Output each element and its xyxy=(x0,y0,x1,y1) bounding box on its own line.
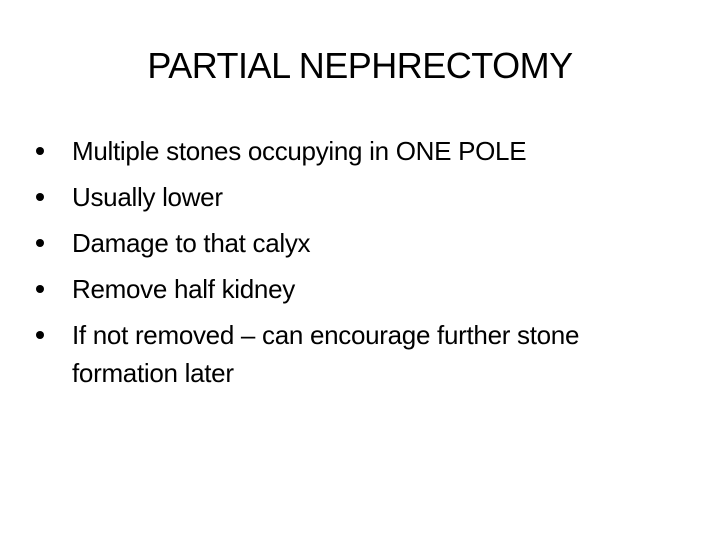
bullet-dot-icon xyxy=(36,331,44,339)
bullet-dot-icon xyxy=(36,147,44,155)
bullet-item xyxy=(36,224,686,262)
bullet-item xyxy=(36,178,686,216)
bullet-dot-icon xyxy=(36,239,44,247)
bullet-dot-icon xyxy=(36,285,44,293)
bullet-item xyxy=(36,132,686,170)
slide-title: PARTIAL NEPHRECTOMY xyxy=(147,45,573,86)
bullet-text: Usually lower xyxy=(72,182,223,212)
bullet-dot-icon xyxy=(36,193,44,201)
bullet-text: If not removed – can encourage further stone formation later xyxy=(72,320,580,388)
bullet-text: Remove half kidney xyxy=(72,274,295,304)
bullet-text: Damage to that calyx xyxy=(72,228,311,258)
bullet-text: Multiple stones occupying in ONE POLE xyxy=(72,136,527,166)
bullet-item xyxy=(36,316,686,392)
bullet-item xyxy=(36,270,686,308)
bullet-list xyxy=(36,132,686,400)
